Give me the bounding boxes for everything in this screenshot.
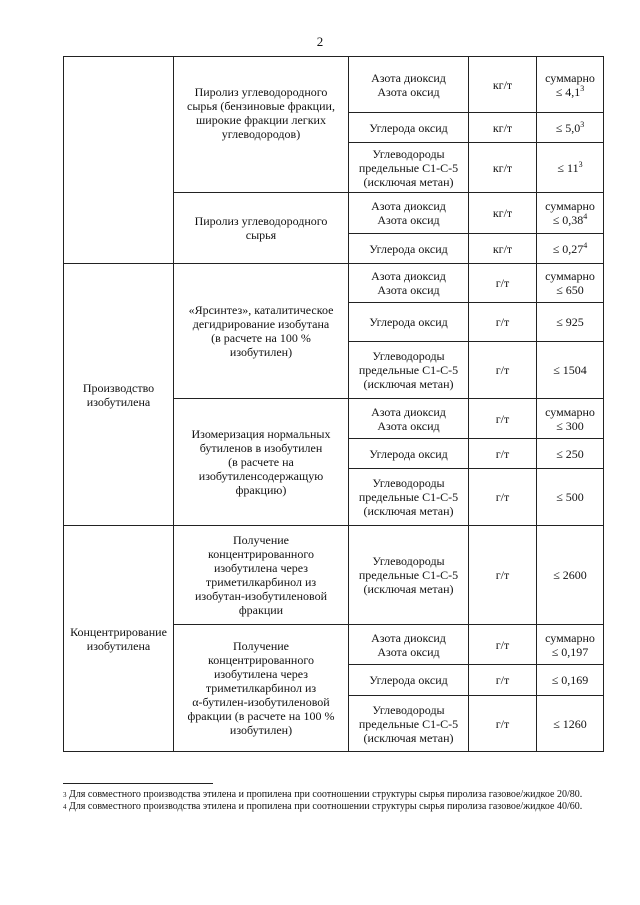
value-cell bbox=[537, 234, 604, 264]
value-cell bbox=[537, 143, 604, 193]
group-cell-empty bbox=[64, 57, 174, 264]
value-cell: ≤ 925 bbox=[537, 303, 604, 342]
unit-cell: г/т bbox=[469, 696, 537, 752]
pollutant-cell: Азота диоксид Азота оксид bbox=[349, 193, 469, 234]
unit-cell: г/т bbox=[469, 625, 537, 665]
process-cell: Пиролиз углеводородного сырья (бензиновые фракции, широкие фракции легких углеводородов) bbox=[174, 57, 349, 193]
table-row bbox=[64, 57, 604, 113]
pollutant-cell: Углеводороды предельные С1-С-5 (исключая метан) bbox=[349, 469, 469, 526]
unit-cell: г/т bbox=[469, 665, 537, 696]
value-cell: ≤ 1260 bbox=[537, 696, 604, 752]
unit-cell: кг/т bbox=[469, 143, 537, 193]
unit-cell: кг/т bbox=[469, 113, 537, 143]
pollutant-cell: Углерода оксид bbox=[349, 439, 469, 469]
pollutant-cell: Углерода оксид bbox=[349, 234, 469, 264]
value-text: ≤ 0,27 bbox=[552, 241, 584, 256]
footnotes bbox=[63, 789, 603, 813]
footnote-separator bbox=[63, 783, 213, 784]
footnote-ref: 3 bbox=[580, 83, 585, 93]
value-cell: ≤ 250 bbox=[537, 439, 604, 469]
value-text: ≤ 5,0 bbox=[555, 120, 581, 135]
group-cell: Концентрирование изобутилена bbox=[64, 526, 174, 752]
pollutant-cell: Углеводороды предельные С1-С-5 (исключая метан) bbox=[349, 696, 469, 752]
unit-cell: г/т bbox=[469, 439, 537, 469]
value-text: суммарно ≤ 4,1 bbox=[545, 70, 595, 99]
pollutant-cell: Углеводороды предельные С1-С-5 (исключая метан) bbox=[349, 526, 469, 625]
unit-cell: г/т bbox=[469, 264, 537, 303]
process-cell: Пиролиз углеводородного сырья bbox=[174, 193, 349, 264]
unit-cell: г/т bbox=[469, 399, 537, 439]
unit-cell: г/т bbox=[469, 303, 537, 342]
value-cell: суммарно ≤ 0,197 bbox=[537, 625, 604, 665]
group-cell: Производство изобутилена bbox=[64, 264, 174, 526]
footnote-text: Для совместного производства этилена и пропилена при соотношении структуры сырья пиролиза газовое/жидкое 20/80. bbox=[69, 789, 583, 800]
unit-cell: кг/т bbox=[469, 234, 537, 264]
unit-cell: г/т bbox=[469, 526, 537, 625]
table-row bbox=[64, 264, 604, 303]
footnote-4 bbox=[63, 801, 603, 813]
unit-cell: г/т bbox=[469, 469, 537, 526]
value-cell: суммарно ≤ 650 bbox=[537, 264, 604, 303]
pollutant-cell: Азота диоксид Азота оксид bbox=[349, 264, 469, 303]
unit-cell: кг/т bbox=[469, 193, 537, 234]
footnote-ref: 4 bbox=[583, 240, 588, 250]
value-cell: ≤ 500 bbox=[537, 469, 604, 526]
value-cell bbox=[537, 113, 604, 143]
pollutant-cell: Углерода оксид bbox=[349, 665, 469, 696]
process-cell: Получение концентрированного изобутилена через триметилкарбинол из изобутан-изобутиленовой фракции bbox=[174, 526, 349, 625]
process-cell: Изомеризация нормальных бутиленов в изобутилен (в расчете на изобутиленсодержащую фракцию) bbox=[174, 399, 349, 526]
value-cell bbox=[537, 57, 604, 113]
footnote-text: Для совместного производства этилена и пропилена при соотношении структуры сырья пиролиза газовое/жидкое 40/60. bbox=[69, 801, 583, 812]
value-cell: суммарно ≤ 300 bbox=[537, 399, 604, 439]
pollutant-cell: Углерода оксид bbox=[349, 113, 469, 143]
unit-cell: кг/т bbox=[469, 57, 537, 113]
emission-standards-table bbox=[63, 56, 604, 752]
process-cell: Получение концентрированного изобутилена через триметилкарбинол из α-бутилен-изобутиленовой фракции (в расчете на 100 % изобутилен) bbox=[174, 625, 349, 752]
pollutant-cell: Углеводороды предельные С1-С-5 (исключая метан) bbox=[349, 143, 469, 193]
unit-cell: г/т bbox=[469, 342, 537, 399]
value-cell: ≤ 2600 bbox=[537, 526, 604, 625]
footnote-ref: 3 bbox=[578, 159, 583, 169]
value-text: суммарно ≤ 0,38 bbox=[545, 199, 595, 227]
pollutant-cell: Азота диоксид Азота оксид bbox=[349, 57, 469, 113]
process-cell: «Ярсинтез», каталитическое дегидрирование изобутана (в расчете на 100 % изобутилен) bbox=[174, 264, 349, 399]
footnote-3 bbox=[63, 789, 603, 801]
table-row bbox=[64, 526, 604, 625]
pollutant-cell: Азота диоксид Азота оксид bbox=[349, 625, 469, 665]
value-text: ≤ 11 bbox=[557, 160, 579, 175]
pollutant-cell: Углеводороды предельные С1-С-5 (исключая метан) bbox=[349, 342, 469, 399]
pollutant-cell: Азота диоксид Азота оксид bbox=[349, 399, 469, 439]
footnote-number: 3 bbox=[63, 791, 67, 799]
page-number: 2 bbox=[316, 34, 324, 49]
footnote-ref: 3 bbox=[580, 119, 585, 129]
value-cell: ≤ 1504 bbox=[537, 342, 604, 399]
value-cell bbox=[537, 193, 604, 234]
pollutant-cell: Углерода оксид bbox=[349, 303, 469, 342]
value-cell: ≤ 0,169 bbox=[537, 665, 604, 696]
footnote-number: 4 bbox=[63, 803, 67, 811]
footnote-ref: 4 bbox=[583, 212, 588, 221]
